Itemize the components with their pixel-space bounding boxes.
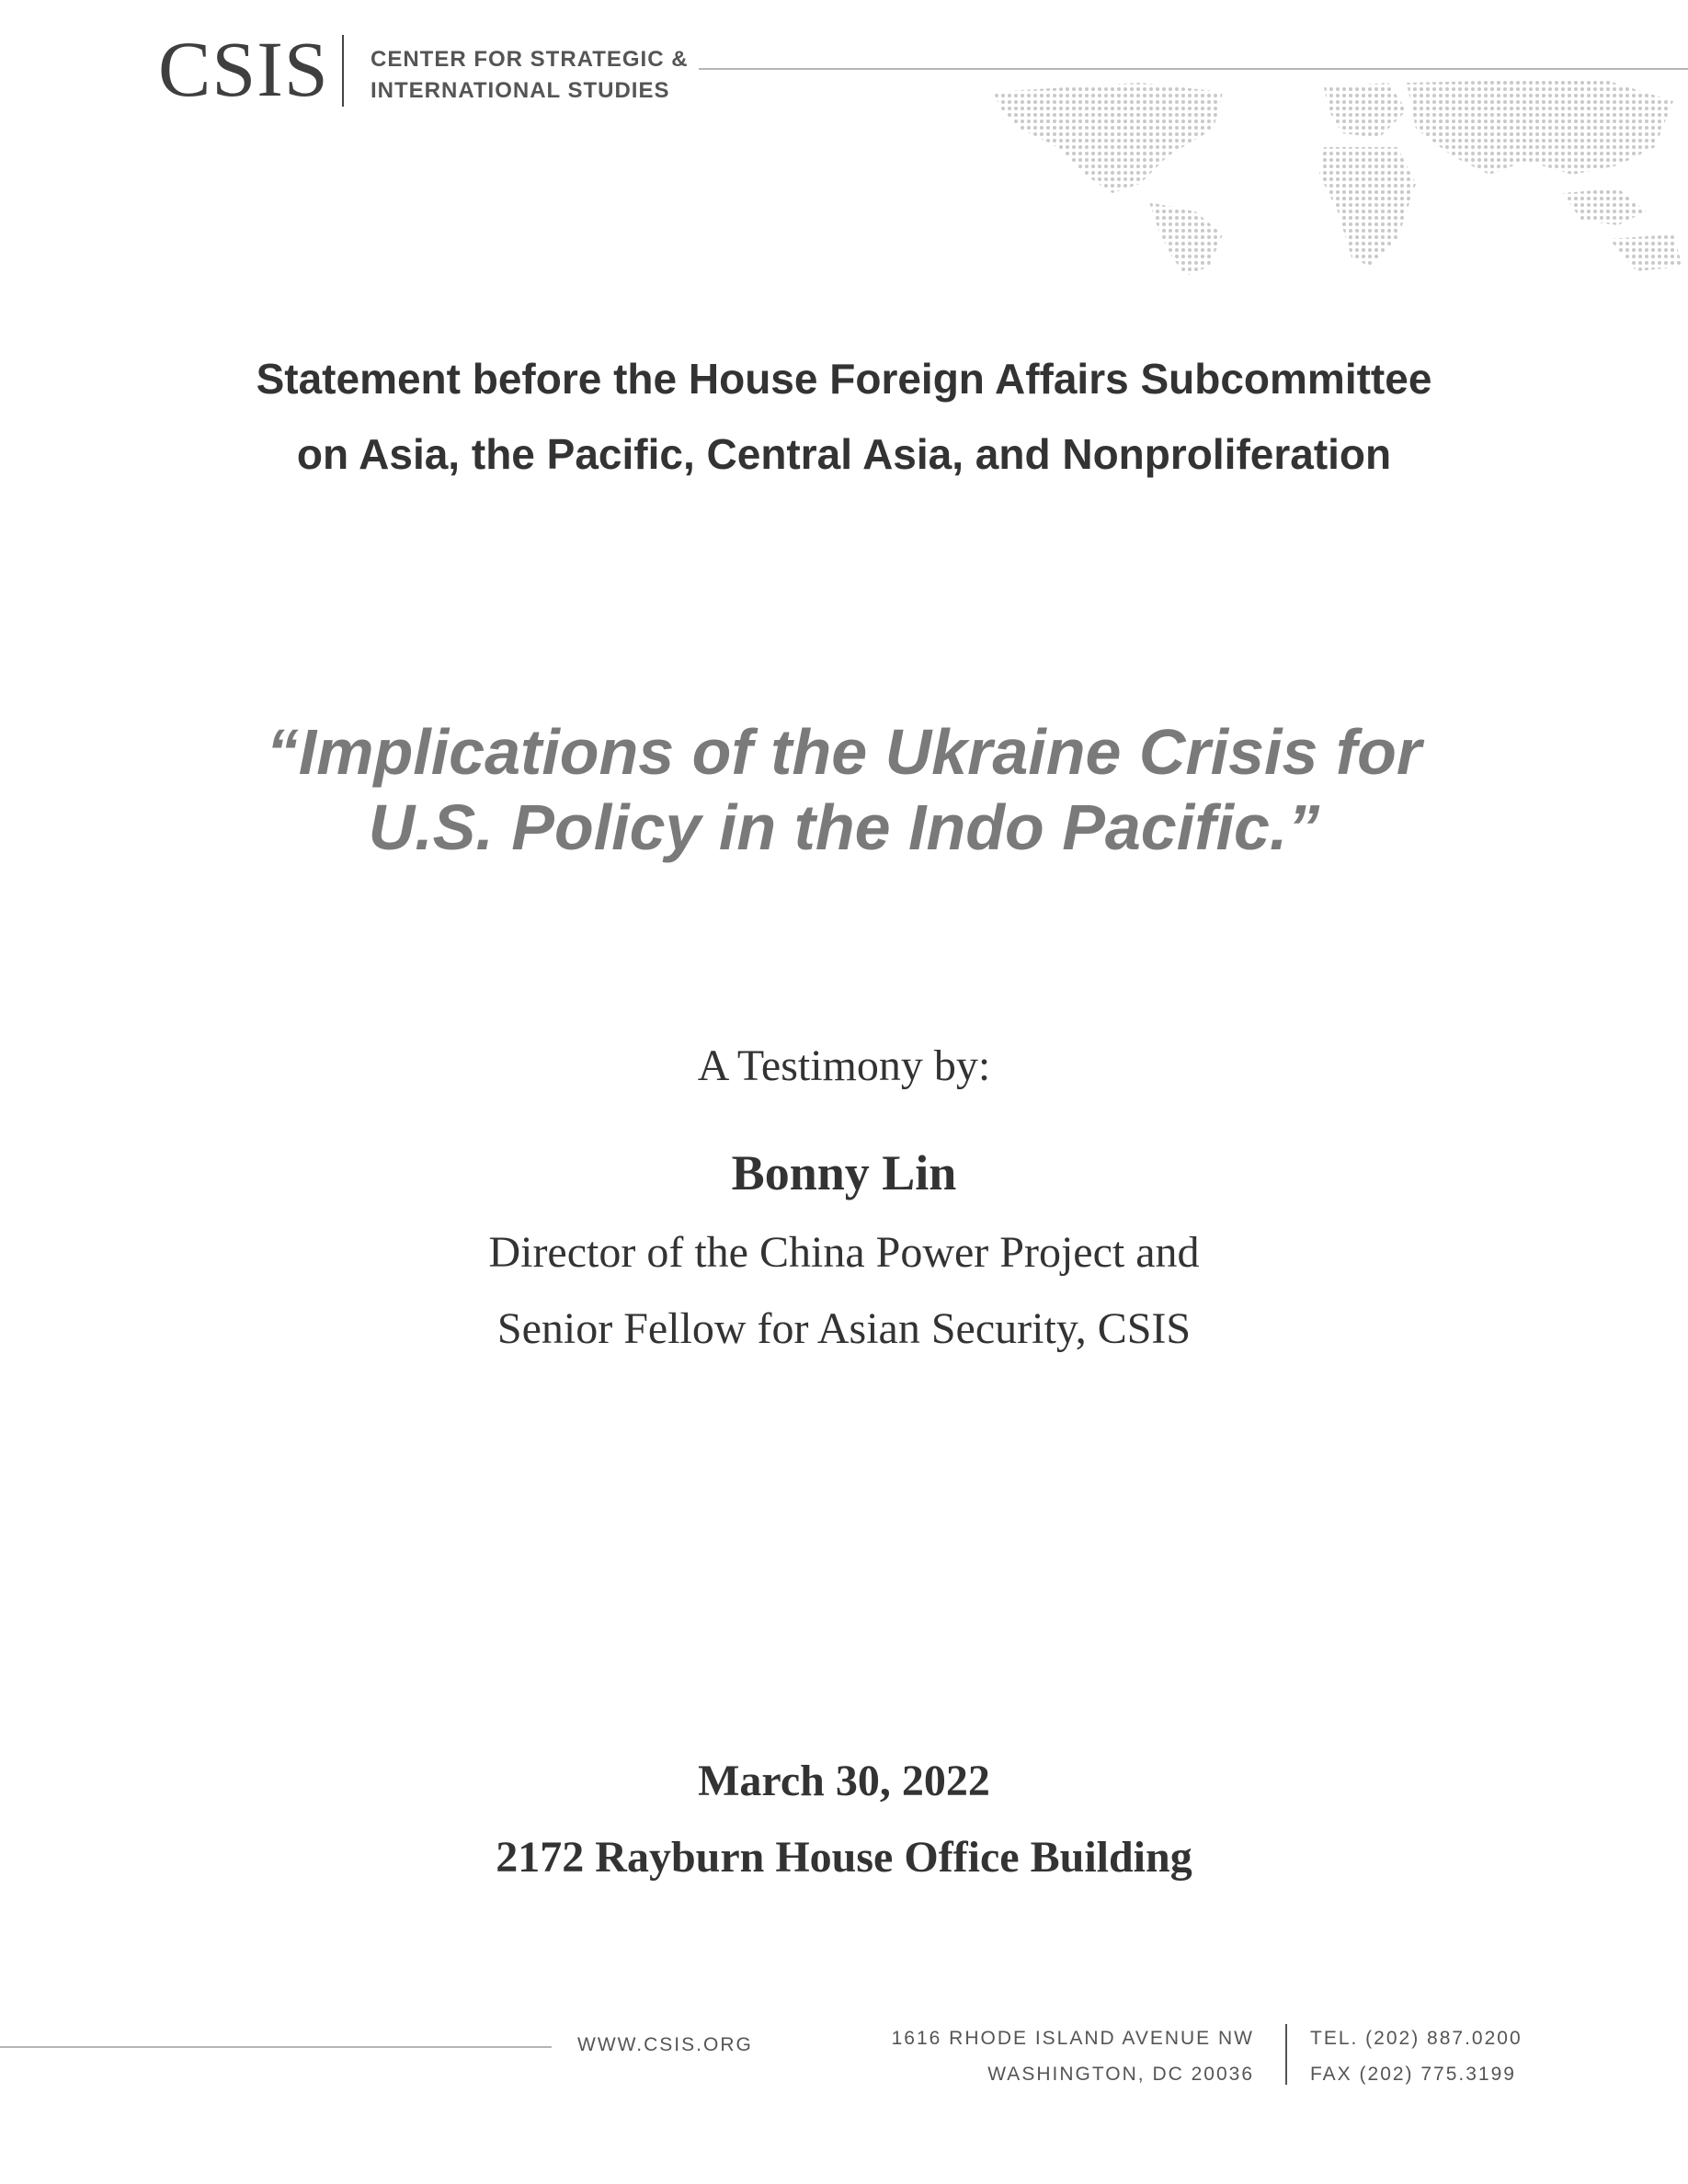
world-map-icon xyxy=(975,74,1688,276)
event-location: 2172 Rayburn House Office Building xyxy=(496,1833,1192,1882)
statement-line-1: Statement before the House Foreign Affairs Subcommittee xyxy=(256,355,1432,403)
statement-line-2: on Asia, the Pacific, Central Asia, and Nonproliferation xyxy=(296,430,1392,478)
footer-telephone: TEL. (202) 887.0200 xyxy=(1310,2028,1523,2049)
testimony-intro: A Testimony by: xyxy=(697,1041,991,1090)
org-name-line2: INTERNATIONAL STUDIES xyxy=(371,78,670,103)
document-title-line-2: U.S. Policy in the Indo Pacific.” xyxy=(368,791,1320,863)
org-name-line1: CENTER FOR STRATEGIC & xyxy=(371,47,689,72)
footer-website-link[interactable]: WWW.CSIS.ORG xyxy=(577,2034,753,2055)
footer-fax: FAX (202) 775.3199 xyxy=(1310,2064,1516,2085)
header-rule xyxy=(699,68,1688,70)
document-title-line-1: “Implications of the Ukraine Crisis for xyxy=(266,716,1422,788)
author-role-line-1: Director of the China Power Project and xyxy=(488,1228,1200,1277)
csis-logo-wordmark: CSIS xyxy=(158,25,329,113)
org-name xyxy=(371,44,689,107)
event-date: March 30, 2022 xyxy=(698,1757,990,1805)
author-role-line-2: Senior Fellow for Asian Security, CSIS xyxy=(496,1304,1192,1353)
footer-rule xyxy=(0,2046,552,2048)
footer-address-line-1: 1616 RHODE ISLAND AVENUE NW xyxy=(891,2028,1254,2049)
logo-divider xyxy=(342,35,344,107)
author-name: Bonny Lin xyxy=(731,1145,957,1200)
footer-divider xyxy=(1285,2024,1287,2085)
footer-address-line-2: WASHINGTON, DC 20036 xyxy=(987,2064,1254,2085)
